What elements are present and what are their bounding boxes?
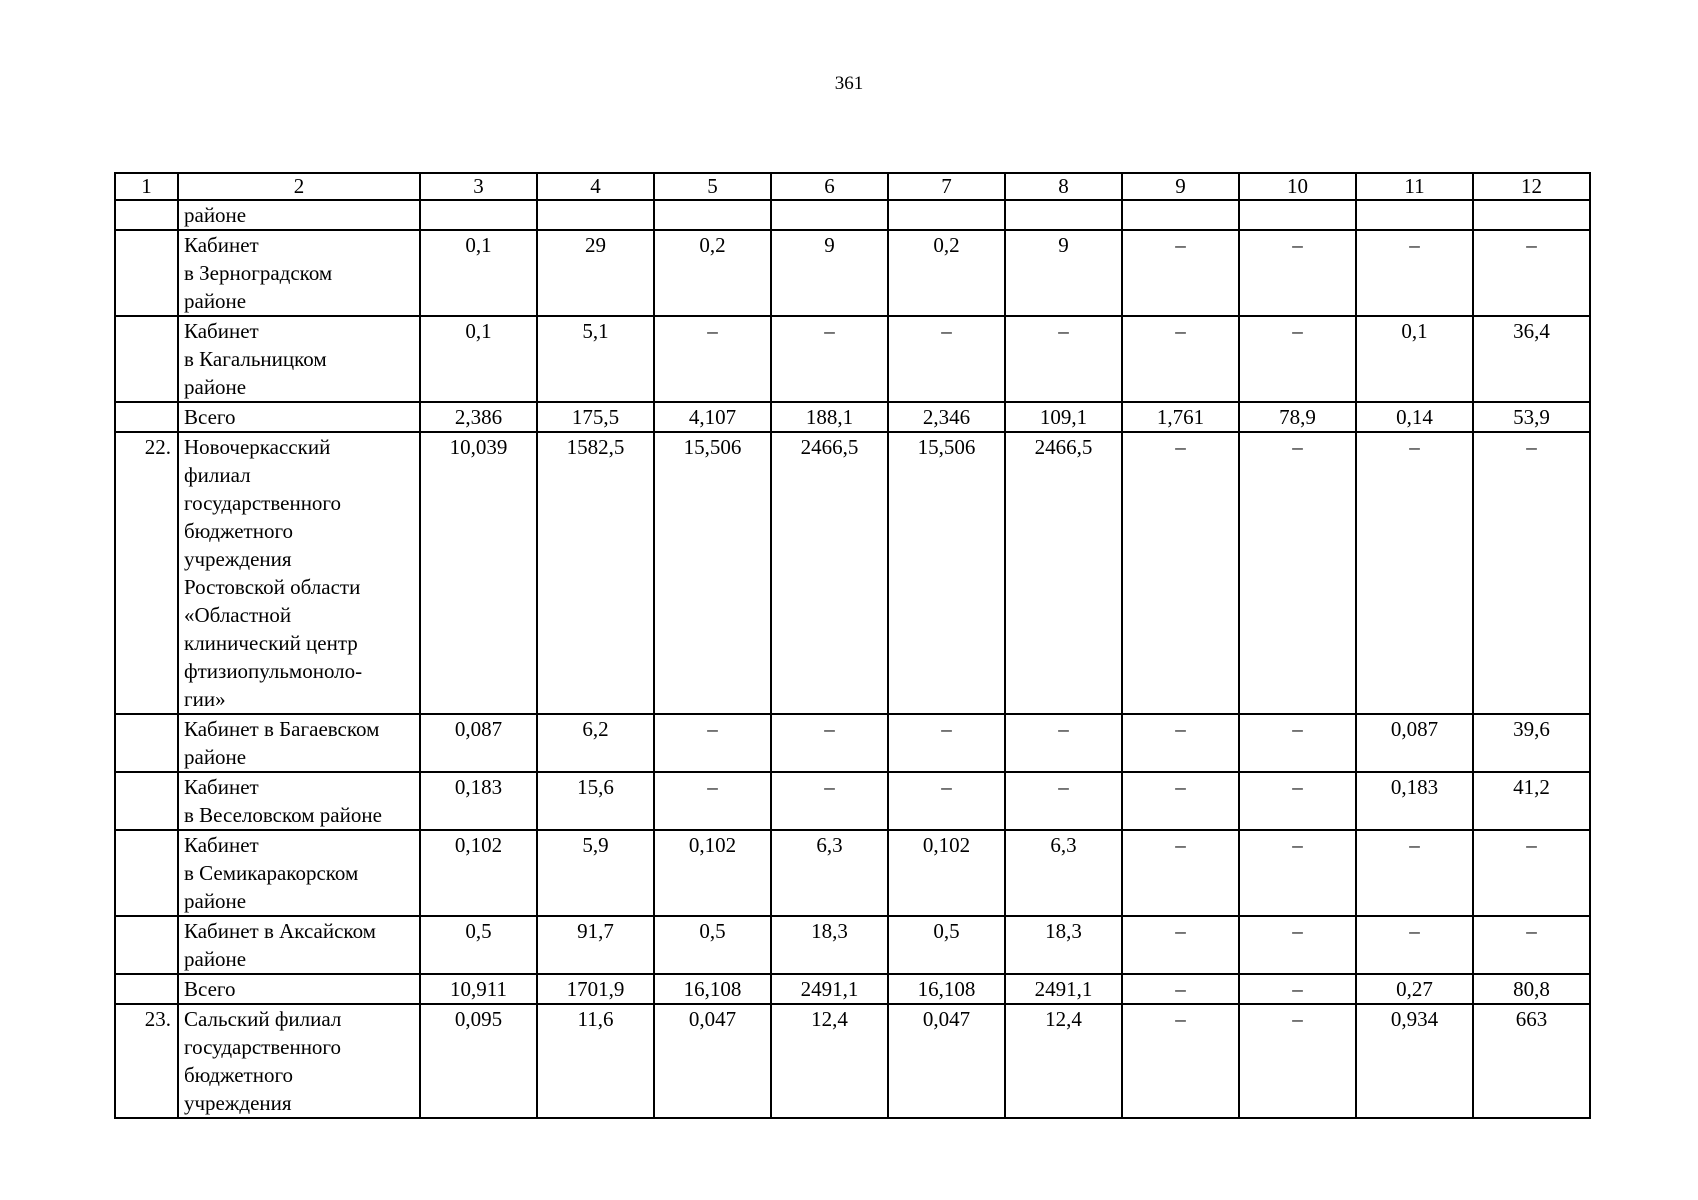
column-header-5: 5 [654,173,771,200]
column-header-8: 8 [1005,173,1122,200]
value-cell-col-7: – [888,316,1005,402]
value-cell-col-6: 2491,1 [771,974,888,1004]
value-cell-col-7: 2,346 [888,402,1005,432]
table-row [115,230,1590,316]
institution-name-line: Кабинет [184,233,259,257]
column-header-11: 11 [1356,173,1473,200]
value-cell-col-4 [537,200,654,230]
table-row [115,830,1590,916]
value-cell-col-7: 15,506 [888,432,1005,714]
value-cell-col-3: 2,386 [420,402,537,432]
column-header-12: 12 [1473,173,1590,200]
institution-name-line: «Областной [184,603,292,627]
value-cell-col-8: – [1005,316,1122,402]
value-cell-col-5: – [654,772,771,830]
institution-name-line: государственного [184,491,342,515]
value-cell-col-5: 0,2 [654,230,771,316]
value-cell-col-4: 91,7 [537,916,654,974]
institution-name-line: в Зерноградском [184,261,333,285]
institution-name-line: в Кагальницком [184,347,327,371]
institution-name-line: Кабинет в Багаевском [184,717,380,741]
column-header-6: 6 [771,173,888,200]
institution-name-line: бюджетного [184,1063,294,1087]
value-cell-col-3: 10,911 [420,974,537,1004]
institution-name-line: Кабинет [184,319,259,343]
value-cell-col-12: 53,9 [1473,402,1590,432]
value-cell-col-8: 109,1 [1005,402,1122,432]
row-number-cell [115,200,178,230]
row-number-cell: 22. [115,432,178,714]
institution-name-line: в Семикаракорском [184,861,359,885]
row-number-cell [115,230,178,316]
value-cell-col-8: 2491,1 [1005,974,1122,1004]
institution-name-line: районе [184,289,247,313]
row-number-cell: 23. [115,1004,178,1118]
institution-name-cell [178,402,420,432]
institution-name-cell [178,830,420,916]
value-cell-col-10: – [1239,230,1356,316]
value-cell-col-12 [1473,200,1590,230]
institution-name-cell [178,432,420,714]
institution-name-line: в Веселовском районе [184,803,382,827]
value-cell-col-3: 0,095 [420,1004,537,1118]
value-cell-col-6: 12,4 [771,1004,888,1118]
table-row [115,316,1590,402]
value-cell-col-8: 18,3 [1005,916,1122,974]
table-row [115,714,1590,772]
institution-name-line: государственного [184,1035,342,1059]
value-cell-col-11: 0,934 [1356,1004,1473,1118]
value-cell-col-4: 29 [537,230,654,316]
institution-name-line: Кабинет [184,833,259,857]
institution-name-line: Ростовской области [184,575,361,599]
institution-name-cell [178,974,420,1004]
table-row [115,402,1590,432]
column-header-4: 4 [537,173,654,200]
institution-name-cell [178,916,420,974]
value-cell-col-9: – [1122,1004,1239,1118]
value-cell-col-11: 0,14 [1356,402,1473,432]
value-cell-col-3: 0,087 [420,714,537,772]
value-cell-col-3: 0,5 [420,916,537,974]
value-cell-col-10 [1239,200,1356,230]
row-number-cell [115,714,178,772]
value-cell-col-5: 16,108 [654,974,771,1004]
institution-name-line: Новочеркасский [184,435,331,459]
value-cell-col-10: – [1239,916,1356,974]
row-number-cell [115,830,178,916]
institution-name-line: Всего [184,977,236,1001]
value-cell-col-7: – [888,714,1005,772]
column-header-10: 10 [1239,173,1356,200]
institution-name-cell [178,1004,420,1118]
value-cell-col-4: 6,2 [537,714,654,772]
value-cell-col-11: 0,1 [1356,316,1473,402]
institution-name-cell [178,772,420,830]
value-cell-col-4: 5,9 [537,830,654,916]
value-cell-col-12: – [1473,230,1590,316]
institution-name-line: фтизиопульмоноло- [184,659,363,683]
table-row [115,200,1590,230]
value-cell-col-12: 41,2 [1473,772,1590,830]
value-cell-col-12: – [1473,830,1590,916]
column-header-row [115,173,1590,200]
institution-name-line: Всего [184,405,236,429]
value-cell-col-7: 0,102 [888,830,1005,916]
data-table [114,172,1591,1119]
value-cell-col-9: – [1122,230,1239,316]
value-cell-col-12: – [1473,916,1590,974]
value-cell-col-3: 0,102 [420,830,537,916]
value-cell-col-3: 0,1 [420,230,537,316]
value-cell-col-9 [1122,200,1239,230]
institution-name-cell [178,230,420,316]
value-cell-col-9: 1,761 [1122,402,1239,432]
value-cell-col-3: 0,183 [420,772,537,830]
institution-name-line: районе [184,889,247,913]
value-cell-col-12: 39,6 [1473,714,1590,772]
value-cell-col-9: – [1122,316,1239,402]
value-cell-col-6: 6,3 [771,830,888,916]
value-cell-col-3 [420,200,537,230]
value-cell-col-6: 2466,5 [771,432,888,714]
value-cell-col-12: 80,8 [1473,974,1590,1004]
column-header-3: 3 [420,173,537,200]
institution-name-line: учреждения [184,547,292,571]
value-cell-col-12: – [1473,432,1590,714]
value-cell-col-11: – [1356,432,1473,714]
value-cell-col-4: 1701,9 [537,974,654,1004]
value-cell-col-7: – [888,772,1005,830]
institution-name-line: Кабинет [184,775,259,799]
value-cell-col-10: – [1239,714,1356,772]
institution-name-line: Кабинет в Аксайском [184,919,376,943]
value-cell-col-5 [654,200,771,230]
value-cell-col-3: 0,1 [420,316,537,402]
value-cell-col-7: 16,108 [888,974,1005,1004]
value-cell-col-5: 4,107 [654,402,771,432]
value-cell-col-6: 9 [771,230,888,316]
value-cell-col-7: 0,5 [888,916,1005,974]
institution-name-line: учреждения [184,1091,292,1115]
institution-name-cell [178,714,420,772]
value-cell-col-9: – [1122,974,1239,1004]
value-cell-col-4: 1582,5 [537,432,654,714]
value-cell-col-10: – [1239,432,1356,714]
institution-name-cell [178,316,420,402]
column-header-9: 9 [1122,173,1239,200]
institution-name-line: районе [184,203,247,227]
value-cell-col-5: 0,047 [654,1004,771,1118]
table-row [115,772,1590,830]
institution-name-line: районе [184,947,247,971]
value-cell-col-10: – [1239,830,1356,916]
table-row [115,974,1590,1004]
value-cell-col-5: – [654,316,771,402]
value-cell-col-11: – [1356,916,1473,974]
value-cell-col-7: 0,047 [888,1004,1005,1118]
value-cell-col-10: – [1239,772,1356,830]
value-cell-col-7: 0,2 [888,230,1005,316]
institution-name-line: районе [184,745,247,769]
value-cell-col-8: – [1005,772,1122,830]
value-cell-col-4: 5,1 [537,316,654,402]
value-cell-col-5: – [654,714,771,772]
value-cell-col-8 [1005,200,1122,230]
value-cell-col-4: 175,5 [537,402,654,432]
value-cell-col-6: – [771,772,888,830]
institution-name-cell [178,200,420,230]
value-cell-col-5: 15,506 [654,432,771,714]
value-cell-col-8: 6,3 [1005,830,1122,916]
value-cell-col-11: – [1356,830,1473,916]
value-cell-col-4: 11,6 [537,1004,654,1118]
value-cell-col-9: – [1122,432,1239,714]
value-cell-col-9: – [1122,830,1239,916]
value-cell-col-11: 0,27 [1356,974,1473,1004]
value-cell-col-6: – [771,316,888,402]
value-cell-col-4: 15,6 [537,772,654,830]
row-number-cell [115,974,178,1004]
row-number-cell [115,916,178,974]
page-number: 361 [834,73,864,94]
value-cell-col-9: – [1122,772,1239,830]
value-cell-col-6 [771,200,888,230]
value-cell-col-9: – [1122,916,1239,974]
table-row [115,432,1590,714]
value-cell-col-11: 0,087 [1356,714,1473,772]
value-cell-col-5: 0,102 [654,830,771,916]
value-cell-col-9: – [1122,714,1239,772]
row-number-cell [115,772,178,830]
value-cell-col-5: 0,5 [654,916,771,974]
row-number-cell [115,316,178,402]
column-header-1: 1 [115,173,178,200]
value-cell-col-11: – [1356,230,1473,316]
institution-name-line: филиал [184,463,251,487]
value-cell-col-10: – [1239,1004,1356,1118]
value-cell-col-6: 18,3 [771,916,888,974]
value-cell-col-6: 188,1 [771,402,888,432]
column-header-2: 2 [178,173,420,200]
table-row [115,1004,1590,1118]
table-row [115,916,1590,974]
value-cell-col-8: – [1005,714,1122,772]
value-cell-col-12: 36,4 [1473,316,1590,402]
value-cell-col-11 [1356,200,1473,230]
value-cell-col-6: – [771,714,888,772]
value-cell-col-11: 0,183 [1356,772,1473,830]
value-cell-col-8: 2466,5 [1005,432,1122,714]
institution-name-line: гии» [184,687,226,711]
table-body [115,173,1590,1118]
institution-name-line: клинический центр [184,631,358,655]
institution-name-line: районе [184,375,247,399]
value-cell-col-10: 78,9 [1239,402,1356,432]
column-header-7: 7 [888,173,1005,200]
value-cell-col-7 [888,200,1005,230]
value-cell-col-10: – [1239,974,1356,1004]
value-cell-col-10: – [1239,316,1356,402]
row-number-cell [115,402,178,432]
value-cell-col-12: 663 [1473,1004,1590,1118]
value-cell-col-3: 10,039 [420,432,537,714]
institution-name-line: бюджетного [184,519,294,543]
institution-name-line: Сальский филиал [184,1007,342,1031]
value-cell-col-8: 9 [1005,230,1122,316]
value-cell-col-8: 12,4 [1005,1004,1122,1118]
